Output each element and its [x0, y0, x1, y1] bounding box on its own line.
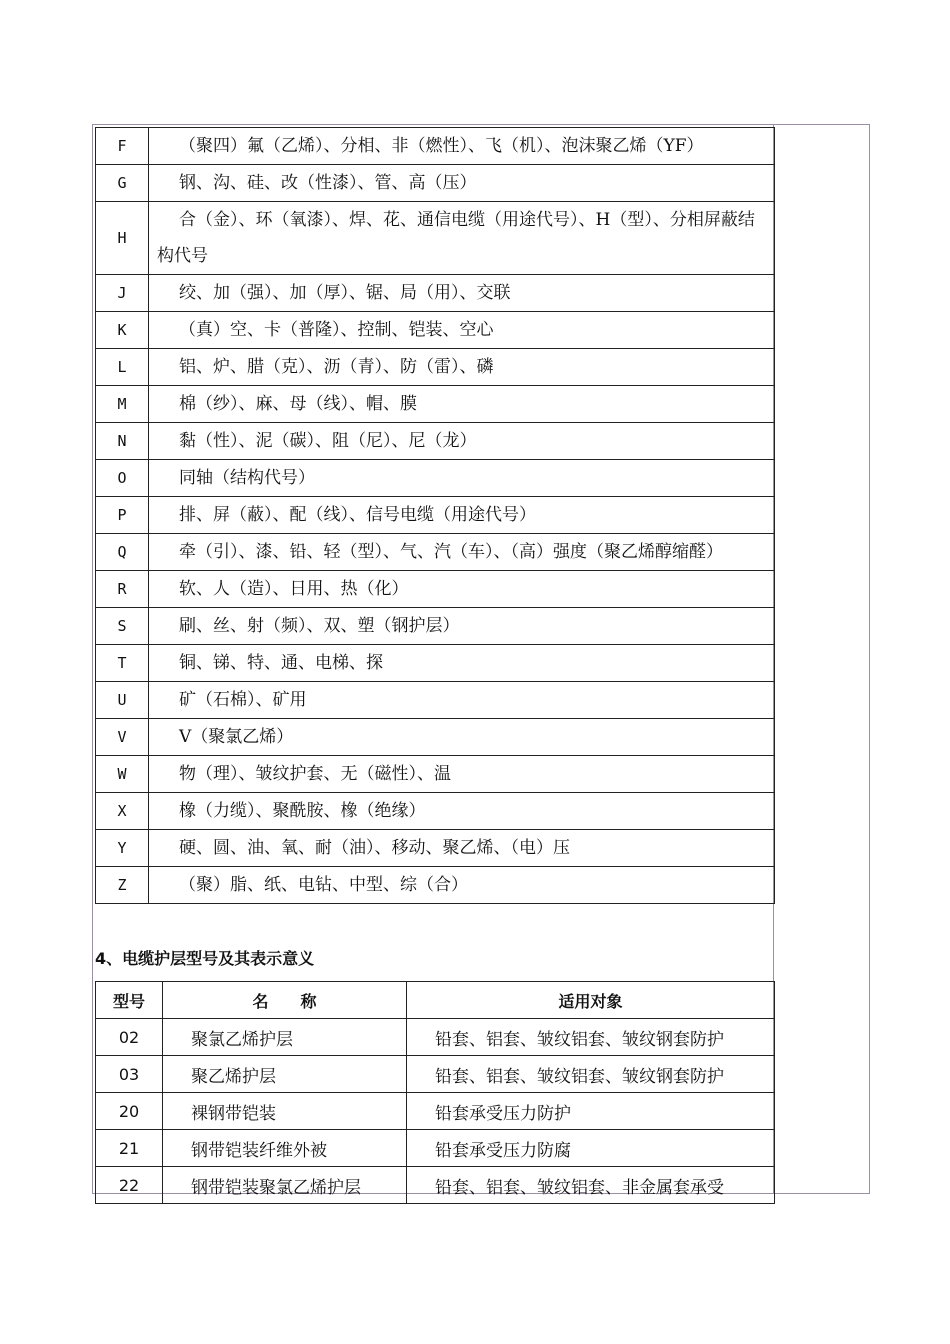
code-letter: X	[96, 793, 149, 830]
table-row	[96, 571, 775, 608]
code-description	[149, 645, 775, 682]
code-description-text: 棉（纱）、麻、母（线）、帽、膜	[179, 394, 417, 414]
model-cell: 20	[96, 1093, 163, 1130]
code-letter: O	[96, 460, 149, 497]
header-use: 适用对象	[407, 982, 775, 1019]
code-description-text: （聚四）氟（乙烯）、分相、非（燃性）、飞（机）、泡沫聚乙烯（YF）	[179, 136, 704, 156]
name-cell: 聚乙烯护层	[163, 1056, 407, 1093]
table-row	[96, 756, 775, 793]
table-row	[96, 830, 775, 867]
code-description	[149, 571, 775, 608]
code-description	[149, 349, 775, 386]
code-description	[149, 312, 775, 349]
table-row	[96, 349, 775, 386]
code-description	[149, 460, 775, 497]
code-letter: K	[96, 312, 149, 349]
code-description-text: （真）空、卡（普隆）、控制、铠装、空心	[179, 320, 494, 340]
code-letter: W	[96, 756, 149, 793]
table-row	[96, 682, 775, 719]
code-letter: U	[96, 682, 149, 719]
code-description-text: 物（理）、皱纹护套、无（磁性）、温	[179, 764, 451, 784]
code-letter: S	[96, 608, 149, 645]
table-row	[96, 867, 775, 904]
code-description	[149, 793, 775, 830]
use-cell: 铅套承受压力防腐	[407, 1130, 775, 1167]
code-letter: Z	[96, 867, 149, 904]
sheath-model-table	[95, 981, 775, 1204]
table-row	[96, 423, 775, 460]
table-row	[96, 645, 775, 682]
code-description-text: 矿（石棉）、矿用	[179, 690, 307, 710]
code-description-text: 刷、丝、射（频）、双、塑（钢护层）	[179, 616, 460, 636]
table-row	[96, 608, 775, 645]
code-description	[149, 534, 775, 571]
code-description	[149, 165, 775, 202]
code-description	[149, 830, 775, 867]
code-description	[149, 423, 775, 460]
use-cell: 铅套、铝套、皱纹铝套、皱纹钢套防护	[407, 1019, 775, 1056]
table-row	[96, 1019, 775, 1056]
name-cell: 钢带铠装聚氯乙烯护层	[163, 1167, 407, 1204]
code-letter: V	[96, 719, 149, 756]
table-row	[96, 1056, 775, 1093]
code-letter: N	[96, 423, 149, 460]
use-cell: 铅套、铝套、皱纹铝套、皱纹钢套防护	[407, 1056, 775, 1093]
code-letter: J	[96, 275, 149, 312]
code-description	[149, 497, 775, 534]
code-description-text: 牵（引）、漆、铅、轻（型）、气、汽（车）、（高）强度（聚乙烯醇缩醛）	[179, 542, 723, 562]
name-cell: 钢带铠装纤维外被	[163, 1130, 407, 1167]
name-cell: 裸钢带铠装	[163, 1093, 407, 1130]
code-description-text: 同轴（结构代号）	[179, 468, 315, 488]
code-letter: L	[96, 349, 149, 386]
code-letter: R	[96, 571, 149, 608]
table-row	[96, 1130, 775, 1167]
table-row	[96, 386, 775, 423]
code-description	[149, 682, 775, 719]
code-letter: F	[96, 128, 149, 165]
code-description	[149, 608, 775, 645]
table-row	[96, 128, 775, 165]
code-letter: M	[96, 386, 149, 423]
table-header-row	[96, 982, 775, 1019]
code-description-text: 橡（力缆）、聚酰胺、橡（绝缘）	[179, 801, 426, 821]
code-letter: H	[96, 202, 149, 275]
code-letter: Q	[96, 534, 149, 571]
model-cell: 21	[96, 1130, 163, 1167]
code-description	[149, 275, 775, 312]
code-letter: T	[96, 645, 149, 682]
code-description	[149, 128, 775, 165]
code-description-text: 软、人（造）、日用、热（化）	[179, 579, 409, 599]
header-model: 型号	[96, 982, 163, 1019]
code-letter: G	[96, 165, 149, 202]
name-cell: 聚氯乙烯护层	[163, 1019, 407, 1056]
table-row	[96, 202, 775, 275]
code-description-text: 排、屏（蔽）、配（线）、信号电缆（用途代号）	[179, 505, 536, 525]
code-description-text: 硬、圆、油、氧、耐（油）、移动、聚乙烯、（电）压	[179, 838, 570, 858]
header-name: 名 称	[163, 982, 407, 1019]
table-row	[96, 165, 775, 202]
code-description-text: （聚）脂、纸、电钻、中型、综（合）	[179, 875, 468, 895]
section-title: 4、电缆护层型号及其表示意义	[95, 949, 315, 968]
table-row	[96, 534, 775, 571]
code-description-text: 铝、炉、腊（克）、沥（青）、防（雷）、磷	[179, 357, 494, 377]
table-row	[96, 1167, 775, 1204]
code-description-text: 绞、加（强）、加（厚）、锯、局（用）、交联	[179, 283, 511, 303]
model-cell: 02	[96, 1019, 163, 1056]
table-row	[96, 793, 775, 830]
code-description-text: 合（金）、环（氧漆）、焊、花、通信电缆（用途代号）、H（型）、分相屏蔽结构代号	[157, 210, 755, 266]
table-row	[96, 460, 775, 497]
model-cell: 03	[96, 1056, 163, 1093]
code-meaning-table	[95, 127, 775, 904]
code-description-text: V（聚氯乙烯）	[179, 727, 294, 747]
table-row	[96, 719, 775, 756]
code-description-text: 黏（性）、泥（碳）、阻（尼）、尼（龙）	[179, 431, 477, 451]
use-cell: 铅套承受压力防护	[407, 1093, 775, 1130]
code-letter: Y	[96, 830, 149, 867]
code-description-text: 钢、沟、硅、改（性漆）、管、高（压）	[179, 173, 477, 193]
model-cell: 22	[96, 1167, 163, 1204]
code-description	[149, 202, 775, 275]
table-row	[96, 275, 775, 312]
code-description	[149, 719, 775, 756]
code-description	[149, 386, 775, 423]
code-description	[149, 756, 775, 793]
table-row	[96, 1093, 775, 1130]
table-row	[96, 497, 775, 534]
code-description	[149, 867, 775, 904]
table-row	[96, 312, 775, 349]
use-cell: 铅套、铝套、皱纹铝套、非金属套承受	[407, 1167, 775, 1204]
code-letter: P	[96, 497, 149, 534]
code-description-text: 铜、锑、特、通、电梯、探	[179, 653, 383, 673]
